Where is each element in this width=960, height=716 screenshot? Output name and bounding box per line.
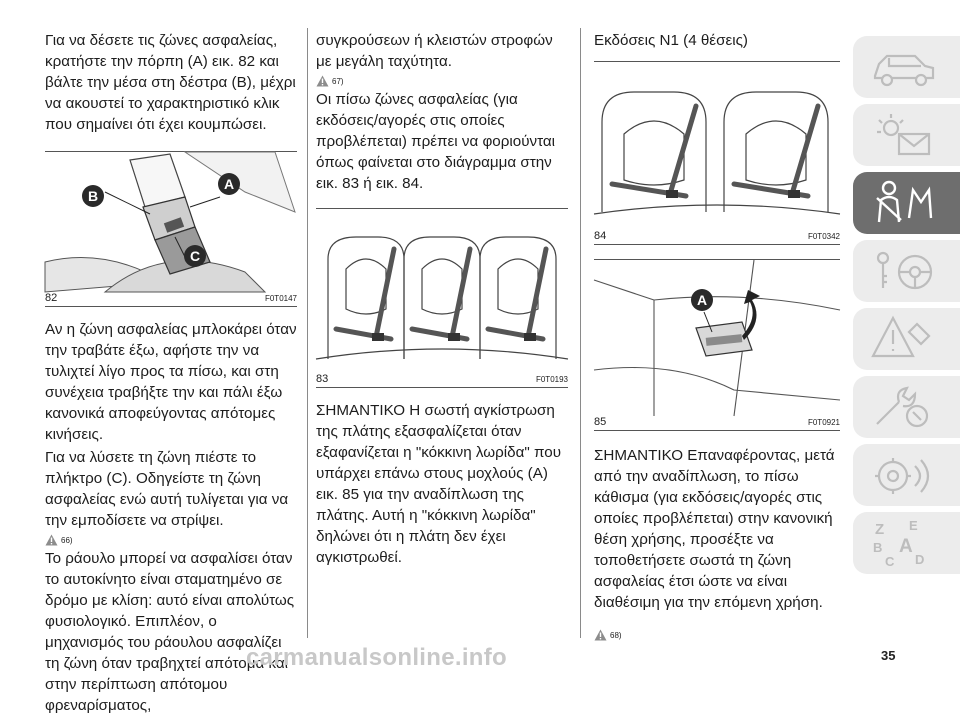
paragraph-retractor: Το ράουλο μπορεί να ασφαλίσει όταν το αυτοκίνητο είναι σταματημένο σε δρόμο με κλίση: αυτό είναι απολύτως φυσιολογικό. Επιπλέον, ο μηχανισμός του ράουλου ασφαλίζει τη ζώνη όταν τραβηχτεί απότομα και στην περίπτωση απότομου φρεναρίσματος,	[45, 550, 295, 714]
warning-ref-67: 67)	[316, 75, 568, 87]
warning-icon	[45, 534, 58, 546]
figure-84	[594, 61, 840, 245]
backrest-lever-illustration	[594, 260, 840, 416]
buckle-illustration	[45, 152, 297, 292]
paragraph-continuation: συγκρούσεων ή κλειστών στροφών με μεγάλη ταχύτητα.	[316, 32, 553, 70]
column-3	[594, 30, 840, 643]
key-steering-wheel-icon	[869, 246, 939, 296]
callout-a	[690, 288, 714, 312]
page-number: 35	[881, 648, 896, 663]
callout-b	[81, 184, 105, 208]
wrench-service-icon	[869, 382, 939, 432]
dashboard-lights-icon	[869, 110, 939, 160]
n1-seats-illustration	[594, 62, 840, 230]
figure-number: 83	[316, 373, 329, 385]
figure-number: 82	[45, 292, 58, 304]
paragraph-release-belt: Για να λύσετε τη ζώνη πιέστε το πλήκτρο (C). Οδηγείστε τη ζώνη ασφαλείας ενώ αυτή τυλίγεται για να την εμποδίσετε να στρίψει.	[45, 449, 289, 529]
figure-85	[594, 259, 840, 431]
section-heading-n1: Εκδόσεις N1 (4 θέσεις)	[594, 32, 748, 49]
seatbelt-airbag-icon	[869, 178, 939, 228]
figure-82	[45, 151, 297, 307]
callout-c	[183, 244, 207, 268]
tab-index[interactable]	[853, 512, 960, 574]
technical-data-icon	[869, 450, 939, 500]
figure-code: F0T0193	[535, 375, 568, 384]
figure-number: 85	[594, 416, 607, 428]
figure-code: F0T0342	[807, 232, 840, 241]
warning-triangle-icon	[869, 314, 939, 364]
callout-a	[217, 172, 241, 196]
watermark: carmanualsonline.info	[246, 644, 508, 671]
figure-code: F0T0147	[264, 294, 297, 303]
tab-maintenance[interactable]	[853, 376, 960, 438]
figure-number: 84	[594, 230, 607, 242]
figure-83	[316, 208, 568, 388]
svg-text:C: C	[885, 554, 895, 569]
svg-text:E: E	[909, 518, 918, 533]
column-2	[316, 30, 568, 568]
paragraph-rear-belts: Οι πίσω ζώνες ασφαλείας (για εκδόσεις/αγορές στις οποίες προβλέπεται) πρέπει να φοριούνται όπως φαίνεται στο διάγραμμα στην εικ. 83 ή εικ. 84.	[316, 91, 556, 192]
column-divider-1	[307, 28, 308, 638]
paragraph-important-rear-seat: ΣΗΜΑΝΤΙΚΟ Επαναφέροντας, μετά από την αναδίπλωση, το πίσω κάθισμα (για εκδόσεις/αγορές στις οποίες προβλέπεται) στην κανονική θέση χρήσης, προσέξτε να τοποθετήσετε σωστά τη ζώνη ασφαλείας έτσι ώστε να είναι διαθέσιμη για την επόμενη χρήση.	[594, 447, 835, 611]
car-info-icon	[869, 42, 939, 92]
figure-code: F0T0921	[807, 418, 840, 427]
svg-text:C: C	[189, 248, 201, 264]
tab-emergency[interactable]	[853, 308, 960, 370]
tab-dashboard[interactable]	[853, 104, 960, 166]
paragraph-belt-blocks: Αν η ζώνη ασφαλείας μπλοκάρει όταν την τραβάτε έξω, αφήστε την να τυλιχτεί λίγο προς τα πίσω, και στη συνέχεια τραβήξτε την και πάλι έξω κανονικά αποφεύγοντας απότομες κινήσεις.	[45, 321, 297, 443]
warning-ref-66: 66)	[45, 534, 297, 546]
svg-text:B: B	[87, 188, 99, 204]
warning-ref-68: 68)	[594, 629, 840, 641]
column-1	[45, 30, 297, 716]
warning-icon	[594, 629, 607, 641]
tab-safety[interactable]	[853, 172, 960, 234]
tab-car-info[interactable]	[853, 36, 960, 98]
svg-text:B: B	[873, 540, 883, 555]
tab-starting-driving[interactable]	[853, 240, 960, 302]
svg-text:D: D	[915, 552, 925, 567]
rear-seats-illustration	[316, 209, 568, 373]
paragraph-important-backrest: ΣΗΜΑΝΤΙΚΟ Η σωστή αγκίστρωση της πλάτης εξασφαλίζεται όταν εξαφανίζεται η "κόκκινη λωρίδα" που υπάρχει επάνω στους μοχλούς (A) εικ. 85 για την αναδίπλωση της πλάτης. Αυτή η "κόκκινη λωρίδα" δηλώνει ότι η πλάτη δεν έχει αγκιστρωθεί.	[316, 402, 561, 566]
svg-text:Z: Z	[875, 521, 885, 538]
tab-technical-data[interactable]	[853, 444, 960, 506]
svg-text:A: A	[223, 176, 235, 192]
alphabetical-index-icon	[869, 518, 939, 568]
paragraph-fasten-belt: Για να δέσετε τις ζώνες ασφαλείας, κρατήστε την πόρπη (A) εικ. 82 και βάλτε την μέσα στη δέστρα (B), μέχρι να ακουστεί το χαρακτηριστικό κλικ που σημαίνει ότι έχει κουμπώσει.	[45, 32, 296, 133]
warning-icon	[316, 75, 329, 87]
column-divider-2	[580, 28, 581, 638]
svg-text:A: A	[696, 292, 708, 308]
svg-text:A: A	[899, 536, 913, 557]
